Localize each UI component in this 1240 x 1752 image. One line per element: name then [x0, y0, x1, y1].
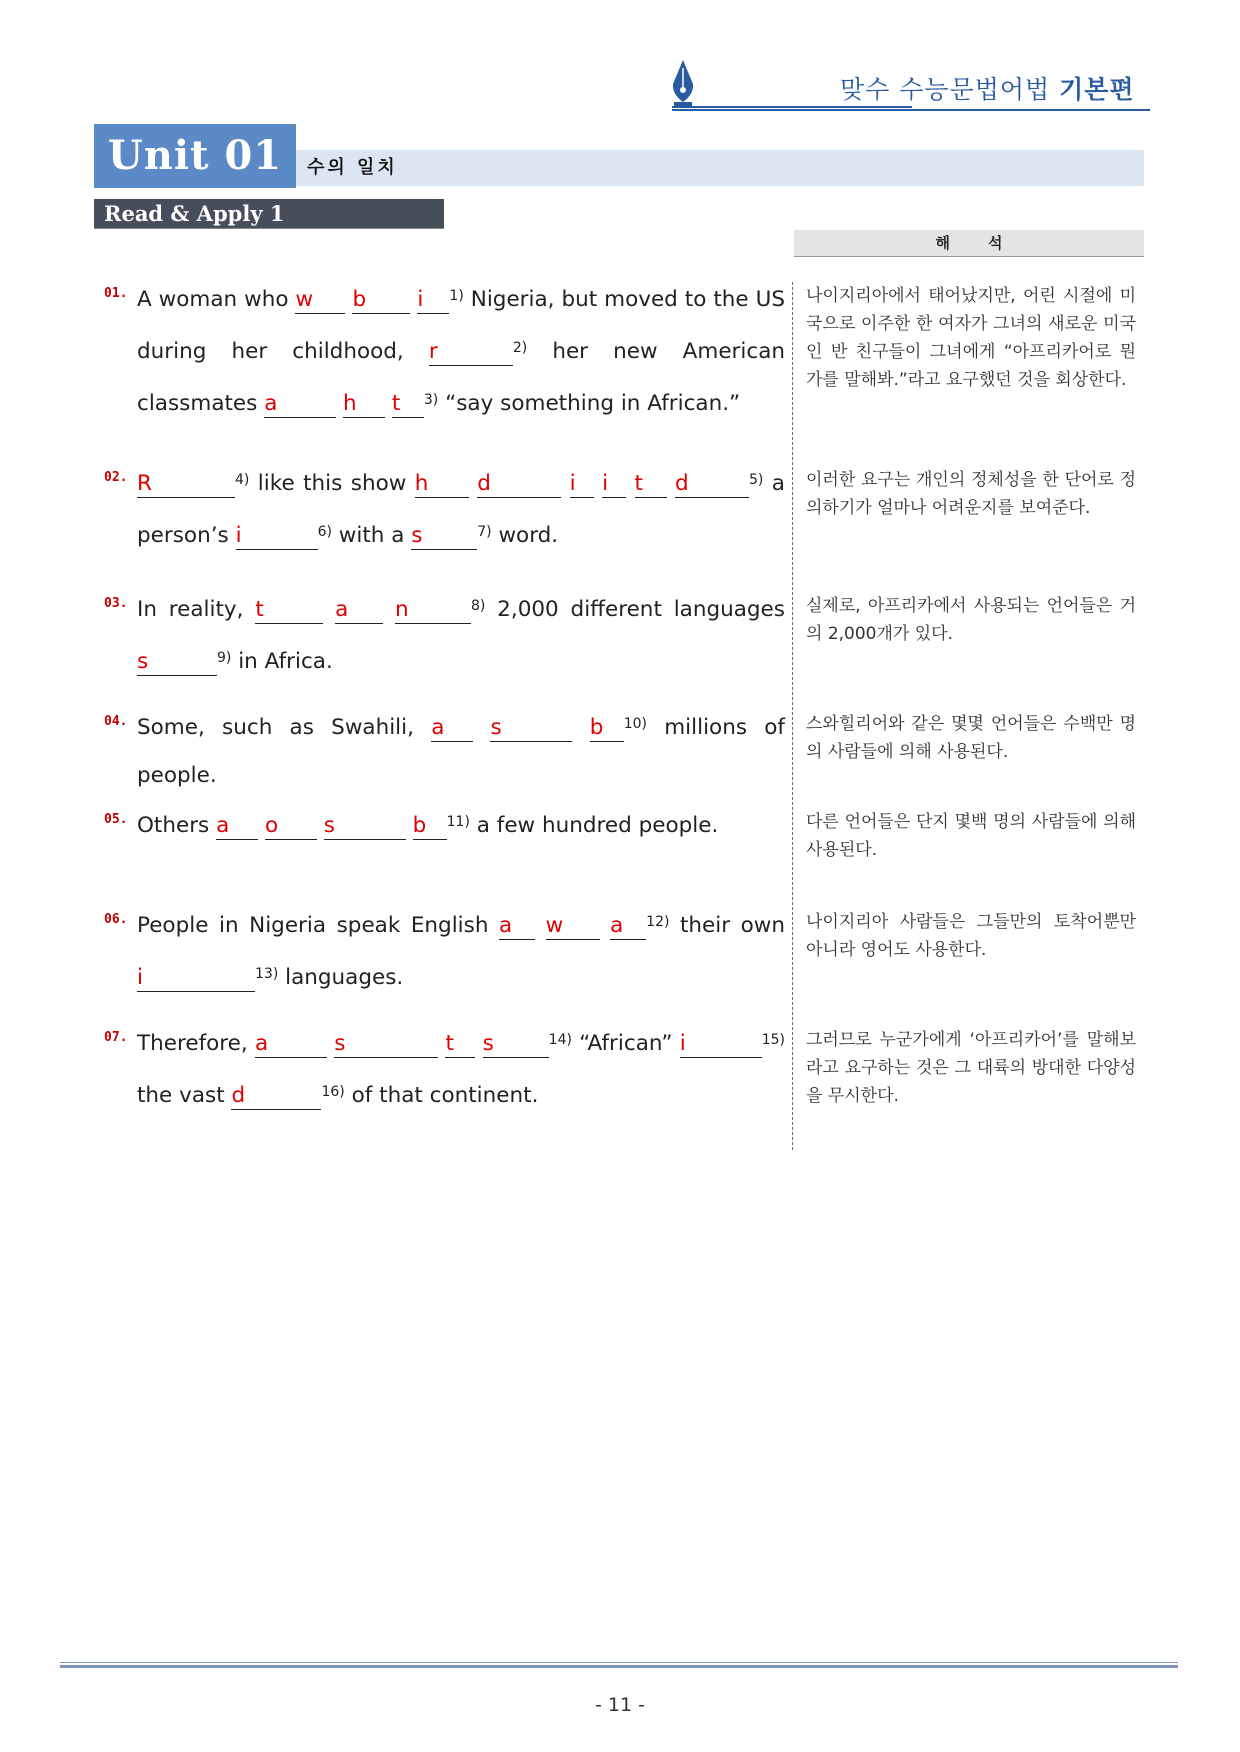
sentence-text: [336, 391, 343, 416]
book-title-edition: 기본편: [1059, 75, 1135, 104]
sentence-text: Some, such as Swahili,: [137, 715, 432, 740]
item-number: 04.: [104, 714, 128, 729]
sentence-text: Therefore,: [137, 1031, 255, 1056]
item-number: 02.: [104, 470, 128, 485]
answer-blank[interactable]: a: [216, 813, 258, 840]
item-sentence: [137, 456, 785, 560]
answer-blank[interactable]: b: [352, 287, 410, 314]
blank-number: 3): [423, 392, 439, 408]
item-sentence: [137, 582, 785, 686]
blank-number: 7): [477, 524, 492, 540]
sentence-text: with a: [331, 523, 412, 548]
sentence-text: languages.: [278, 965, 404, 990]
sentence-text: [572, 715, 589, 740]
answer-blank[interactable]: b: [590, 715, 624, 742]
blank-number: 13): [255, 966, 279, 982]
answer-blank[interactable]: a: [499, 913, 535, 940]
item-translation: 실제로, 아프리카에서 사용되는 언어들은 거의 2,000개가 있다.: [806, 596, 1136, 644]
unit-topic-bar: [296, 150, 1144, 186]
answer-blank[interactable]: i: [680, 1031, 762, 1058]
sentence-text: 2,000 different languages: [485, 597, 785, 622]
sentence-text: a person’s: [137, 471, 785, 548]
item-translation: 그러므로 누군가에게 ‘아프리카어’를 말해보라고 요구하는 것은 그 대륙의 방대한 다양성을 무시한다.: [806, 1030, 1136, 1106]
item-sentence: [137, 272, 785, 428]
sentence-text: word.: [491, 523, 559, 548]
answer-blank[interactable]: i: [602, 471, 626, 498]
footer-rule-thick: [60, 1665, 1178, 1668]
item-translation: 이러한 요구는 개인의 정체성을 한 단어로 정의하기가 얼마나 어려운지를 보여준다.: [806, 470, 1136, 518]
sentence-text: [475, 1031, 482, 1056]
sentence-text: [600, 913, 611, 938]
footer-rule-thin: [60, 1662, 1178, 1663]
sentence-text: [327, 1031, 334, 1056]
answer-blank[interactable]: h: [415, 471, 469, 498]
answer-blank[interactable]: a: [255, 1031, 327, 1058]
answer-blank[interactable]: n: [395, 597, 471, 624]
answer-blank[interactable]: a: [264, 391, 336, 418]
item-number: 05.: [104, 812, 128, 827]
answer-blank[interactable]: t: [255, 597, 323, 624]
answer-blank[interactable]: i: [417, 287, 449, 314]
item-number: 06.: [104, 912, 128, 927]
answer-blank[interactable]: s: [334, 1031, 438, 1058]
unit-topic: 수의 일치: [307, 157, 398, 178]
answer-blank[interactable]: w: [546, 913, 600, 940]
sentence-text: [317, 813, 324, 838]
sentence-text: [469, 471, 477, 496]
answer-blank[interactable]: o: [265, 813, 317, 840]
sentence-text: [535, 913, 546, 938]
blank-number: 15): [761, 1032, 785, 1048]
blank-number: 5): [748, 472, 764, 488]
section-tag-underline: [94, 228, 444, 229]
blank-number: 14): [548, 1032, 572, 1048]
item-translation: 나이지리아 사람들은 그들만의 토착어뿐만 아니라 영어도 사용한다.: [806, 912, 1136, 960]
sentence-text: In reality,: [137, 597, 256, 622]
answer-blank[interactable]: t: [445, 1031, 475, 1058]
sentence-text: “say something in African.”: [438, 391, 741, 416]
translation-header: 해석: [794, 230, 1144, 257]
answer-blank[interactable]: s: [324, 813, 406, 840]
answer-blank[interactable]: i: [570, 471, 594, 498]
sentence-text: [345, 287, 352, 312]
answer-blank[interactable]: d: [675, 471, 749, 498]
answer-blank[interactable]: s: [411, 523, 477, 550]
sentence-text: [594, 471, 602, 496]
blank-number: 8): [470, 598, 486, 614]
sentence-text: in Africa.: [231, 649, 333, 674]
section-tag: Read & Apply 1: [94, 199, 444, 228]
answer-blank[interactable]: t: [635, 471, 667, 498]
sentence-text: like this show: [249, 471, 415, 496]
answer-blank[interactable]: d: [231, 1083, 321, 1110]
item-number: 01.: [104, 286, 128, 301]
answer-blank[interactable]: a: [335, 597, 383, 624]
item-sentence: [137, 700, 785, 800]
sentence-text: [561, 471, 569, 496]
sentence-text: their own: [669, 913, 785, 938]
unit-label: Unit 01: [94, 124, 296, 188]
blank-number: 2): [512, 340, 528, 356]
blank-number: 10): [623, 716, 647, 732]
item-translation: 스와힐리어와 같은 몇몇 언어들은 수백만 명의 사람들에 의해 사용된다.: [806, 714, 1136, 762]
sentence-text: [438, 1031, 445, 1056]
answer-blank[interactable]: s: [490, 715, 572, 742]
answer-blank[interactable]: h: [343, 391, 385, 418]
sentence-text: a few hundred people.: [469, 813, 719, 838]
answer-blank[interactable]: a: [610, 913, 646, 940]
item-number: 03.: [104, 596, 128, 611]
item-translation: 나이지리아에서 태어났지만, 어린 시절에 미국으로 이주한 한 여자가 그녀의 새로운 미국인 반 친구들이 그녀에게 “아프리카어로 뭔가를 말해봐.”라고 요구했던 것을 회상한다.: [806, 286, 1136, 390]
book-title: [840, 70, 1135, 106]
sentence-text: millions of people.: [137, 715, 785, 788]
answer-blank[interactable]: s: [137, 649, 217, 676]
blank-number: 12): [646, 914, 670, 930]
answer-blank[interactable]: r: [429, 339, 513, 366]
answer-blank[interactable]: b: [413, 813, 447, 840]
sentence-text: [667, 471, 675, 496]
sentence-text: [406, 813, 413, 838]
header-rule-short: [672, 106, 912, 108]
sentence-text: [383, 597, 395, 622]
sentence-text: [473, 715, 490, 740]
header-rule-long: [672, 109, 1150, 111]
pen-nib-logo-icon: [668, 58, 698, 108]
sentence-text: People in Nigeria speak English: [137, 913, 500, 938]
sentence-text: “African”: [571, 1031, 680, 1056]
item-sentence: [137, 898, 785, 1002]
answer-blank[interactable]: i: [137, 965, 255, 992]
answer-blank[interactable]: R: [137, 471, 235, 498]
answer-blank[interactable]: a: [431, 715, 473, 742]
blank-number: 4): [235, 472, 250, 488]
item-sentence: [137, 798, 785, 850]
sentence-text: [626, 471, 634, 496]
sentence-text: [410, 287, 417, 312]
answer-blank[interactable]: t: [392, 391, 424, 418]
sentence-text: Nigeria, but moved to the US during her childhood,: [137, 287, 785, 364]
blank-number: 11): [446, 814, 470, 830]
item-translation: 다른 언어들은 단지 몇백 명의 사람들에 의해 사용된다.: [806, 812, 1136, 860]
sentence-text: of that continent.: [344, 1083, 539, 1108]
sentence-text: the vast: [137, 1083, 232, 1108]
item-number: 07.: [104, 1030, 128, 1045]
blank-number: 16): [321, 1084, 345, 1100]
blank-number: 6): [317, 524, 332, 540]
answer-blank[interactable]: s: [483, 1031, 549, 1058]
page-number: - 11 -: [595, 1694, 645, 1716]
book-title-series: 맞수 수능문법어법: [840, 75, 1060, 104]
sentence-text: Others: [137, 813, 217, 838]
blank-number: 1): [449, 288, 464, 304]
sentence-text: [258, 813, 265, 838]
answer-blank[interactable]: d: [477, 471, 561, 498]
sentence-text: [323, 597, 335, 622]
column-divider: [792, 282, 793, 1150]
blank-number: 9): [217, 650, 232, 666]
item-sentence: [137, 1016, 785, 1120]
answer-blank[interactable]: w: [295, 287, 345, 314]
sentence-text: her new American classmates: [137, 339, 785, 416]
sentence-text: [385, 391, 392, 416]
answer-blank[interactable]: i: [236, 523, 318, 550]
sentence-text: A woman who: [137, 287, 296, 312]
